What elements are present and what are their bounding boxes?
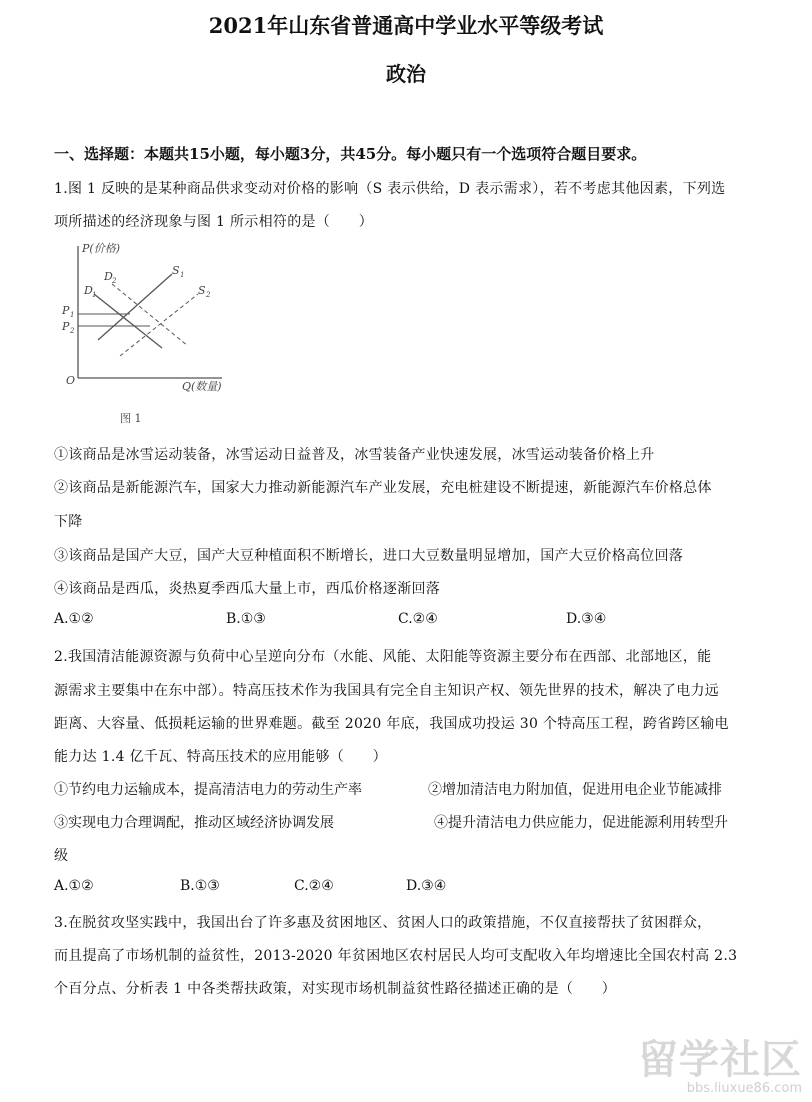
figure-caption: 图 1 bbox=[120, 412, 142, 425]
exam-title: 2021年山东省普通高中学业水平等级考试 bbox=[208, 13, 604, 38]
q1-statement-2: ②该商品是新能源汽车，国家大力推动新能源汽车产业发展，充电桩建设不断提速，新能源汽车价格总体 bbox=[54, 480, 712, 496]
s1-subscript: 1 bbox=[180, 271, 185, 279]
d1-curve bbox=[94, 294, 162, 348]
q1-stem-line-1: 1.图 1 反映的是某种商品供求变动对价格的影响（S 表示供给，D 表示需求），若不考虑其他因素，下列选 bbox=[54, 181, 726, 197]
q2-statement-4-cont: 级 bbox=[54, 848, 68, 864]
x-axis-label: Q(数量) bbox=[182, 380, 222, 393]
y-axis-label: P(价格) bbox=[82, 242, 120, 255]
q3-stem-line-3: 个百分点、分析表 1 中各类帮扶政策，对实现市场机制益贫性路径描述正确的是（ ） bbox=[54, 981, 617, 997]
q3-stem-line-2: 而且提高了市场机制的益贫性，2013-2020 年贫困地区农村居民人均可支配收入年均增速比全国农村高 2.3 bbox=[54, 948, 738, 964]
q1-option-c: C.②④ bbox=[398, 611, 438, 627]
q2-statement-4: ④提升清洁电力供应能力，促进能源利用转型升 bbox=[434, 815, 728, 831]
s2-subscript: 2 bbox=[206, 291, 211, 299]
q2-statement-3: ③实现电力合理调配，推动区域经济协调发展 bbox=[54, 815, 334, 831]
q1-stem-line-2: 项所描述的经济现象与图 1 所示相符的是（ ） bbox=[54, 214, 374, 230]
q2-stem-line-3: 距离、大容量、低损耗运输的世界难题。截至 2020 年底，我国成功投运 30 个特高压工程，跨省跨区输电 bbox=[54, 716, 729, 732]
q1-statement-1: ①该商品是冰雪运动装备，冰雪运动日益普及，冰雪装备产业快速发展，冰雪运动装备价格上升 bbox=[54, 447, 655, 463]
q2-statement-1: ①节约电力运输成本，提高清洁电力的劳动生产率 bbox=[54, 782, 362, 798]
s1-curve bbox=[98, 274, 172, 340]
watermark-logo: 留学社区 bbox=[638, 1037, 802, 1083]
q1-statement-2-cont: 下降 bbox=[54, 514, 83, 530]
origin-label: O bbox=[66, 374, 76, 387]
q1-option-d: D.③④ bbox=[566, 611, 607, 627]
q1-option-b: B.①③ bbox=[226, 611, 266, 627]
q3-stem-line-1: 3.在脱贫攻坚实践中，我国出台了许多惠及贫困地区、贫困人口的政策措施，不仅直接帮扶了贫困群众， bbox=[54, 915, 712, 931]
q2-option-a: A.①② bbox=[54, 878, 94, 894]
q2-option-b: B.①③ bbox=[180, 878, 220, 894]
section-heading: 一、选择题：本题共15小题，每小题3分，共45分。每小题只有一个选项符合题目要求。 bbox=[54, 145, 647, 163]
subject-title: 政治 bbox=[386, 62, 426, 86]
s2-label: S bbox=[198, 284, 206, 297]
d1-subscript: 1 bbox=[92, 291, 97, 299]
q2-option-d: D.③④ bbox=[406, 878, 447, 894]
watermark bbox=[638, 1039, 802, 1096]
q1-statement-3: ③该商品是国产大豆，国产大豆种植面积不断增长，进口大豆数量明显增加，国产大豆价格高位回落 bbox=[54, 548, 684, 564]
figure-1-supply-demand-graph bbox=[50, 236, 250, 436]
s2-curve bbox=[120, 294, 198, 356]
p1-subscript: 1 bbox=[70, 311, 75, 319]
q1-option-a: A.①② bbox=[54, 611, 94, 627]
p2-subscript: 2 bbox=[70, 327, 75, 335]
d2-subscript: 2 bbox=[112, 277, 117, 285]
q2-option-c: C.②④ bbox=[294, 878, 334, 894]
q2-statement-2: ②增加清洁电力附加值，促进用电企业节能减排 bbox=[428, 782, 722, 798]
q2-stem-line-1: 2.我国清洁能源资源与负荷中心呈逆向分布（水能、风能、太阳能等资源主要分布在西部、北部地区，能 bbox=[54, 649, 712, 665]
d2-label: D bbox=[104, 270, 113, 283]
p2-label: P bbox=[62, 320, 70, 333]
p1-label: P bbox=[62, 304, 70, 317]
q2-stem-line-4: 能力达 1.4 亿千瓦、特高压技术的应用能够（ ） bbox=[54, 749, 387, 765]
watermark-url: bbs.liuxue86.com bbox=[686, 1081, 802, 1096]
d1-label: D bbox=[84, 284, 93, 297]
q1-statement-4: ④该商品是西瓜，炎热夏季西瓜大量上市，西瓜价格逐渐回落 bbox=[54, 581, 441, 597]
s1-label: S bbox=[172, 264, 180, 277]
q2-stem-line-2: 源需求主要集中在东中部）。特高压技术作为我国具有完全自主知识产权、领先世界的技术，解决了电力远 bbox=[54, 683, 720, 699]
